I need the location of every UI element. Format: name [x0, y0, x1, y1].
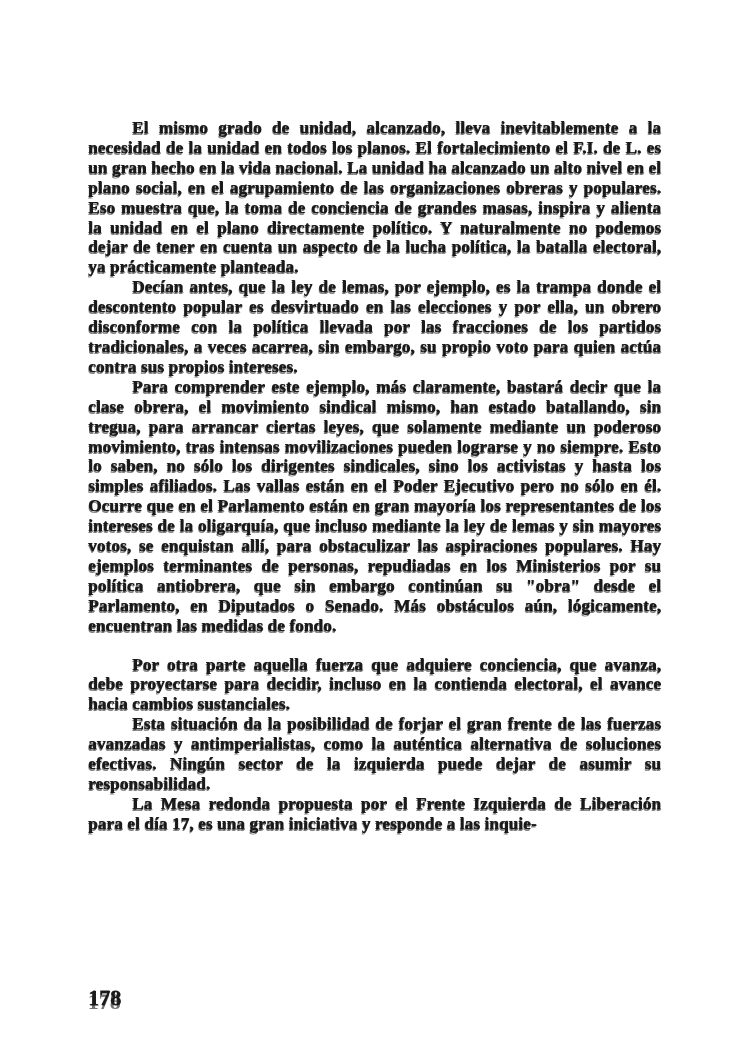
page-number: 178	[88, 985, 121, 1010]
paragraph-front: Esta situación da la posibilidad de forjar el gran frente de las fuerzas avanzadas y antimperialistas, como la auténtica alternativa de soluciones efectivas. Ningún sector de la izquierda puede dejar de asumir su responsabilidad.	[88, 714, 661, 793]
paragraph-unity: El mismo grado de unidad, alcanzado, lleva inevitablemente a la necesidad de la unidad en todos los planos. El fortalecimiento el F.I. de L. es un gran hecho en la vida nacional. La unidad ha alcanzado un alto nivel en el plano social, en el agrupamiento de las organizaciones obreras y populares. Eso muestra que, la toma de conciencia de grandes masas, inspira y alienta la unidad en el plano directamente político. Y naturalmente no podemos dejar de tener en cuenta un aspecto de la lucha política, la batalla electoral, ya prácticamente planteada.	[88, 118, 661, 277]
paragraph-round-table: La Mesa redonda propuesta por el Frente Izquierda de Liberación para el día 17, es una gran iniciativa y responde a las inquie-	[88, 793, 661, 833]
paragraph-electoral-force: Por otra parte aquella fuerza que adquiere conciencia, que avanza, debe proyectarse para decidir, incluso en la contienda electoral, el avance hacia cambios sustanciales.	[88, 654, 661, 714]
paragraph-working-class: Para comprender este ejemplo, más claramente, bastará decir que la clase obrera, el movimiento sindical mismo, han estado batallando, sin tregua, para arrancar ciertas leyes, que solamente mediante un poderoso movimiento, tras intensas movilizaciones pueden lograrse y no siempre. Esto lo saben, no sólo los dirigentes sindicales, sino los activistas y hasta los simples afiliados. Las vallas están en el Poder Ejecutivo pero no sólo en él. Ocurre que en el Parlamento están en gran mayoría los representantes de los intereses de la oligarquía, que incluso mediante la ley de lemas y sin mayores votos, se enquistan allí, para obstaculizar las aspiraciones populares. Hay ejemplos terminantes de personas, repudiadas en los Ministerios por su política antiobrera, que sin embargo continúan su "obra" desde el Parlamento, en Diputados o Senado. Más obstáculos aún, lógicamente, encuentran las medidas de fondo.	[88, 376, 661, 635]
paragraph-lemas-law: Decían antes, que la ley de lemas, por ejemplo, es la trampa donde el descontento popular es desvirtuado en las elecciones y por ella, un obrero disconforme con la política llevada por las fracciones de los partidos tradicionales, a veces acarrea, sin embargo, su propio voto para quien actúa contra sus propios intereses.	[88, 277, 661, 376]
body-text	[88, 118, 661, 834]
